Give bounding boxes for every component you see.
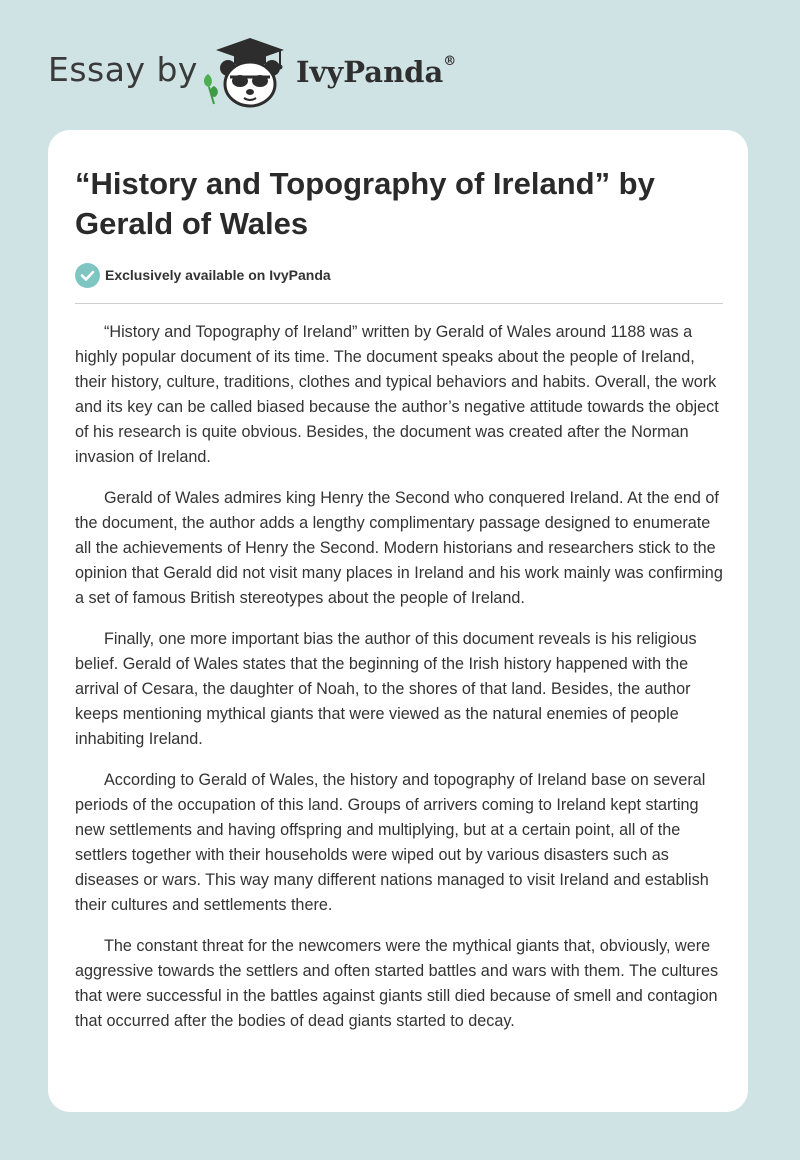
essay-body — [75, 320, 725, 1050]
essay-title: “History and Topography of Ireland” by Gerald of Wales — [75, 166, 655, 241]
essay-paragraph: Gerald of Wales admires king Henry the Second who conquered Ireland. At the end of the document, the author adds a lengthy complimentary passage designed to enumerate all the achievements of Henry the Second. Modern historians and researchers stick to the opinion that Gerald did not visit many places in Ireland and his work mainly was confirming a set of famous British stereotypes about the people of Ireland. — [75, 489, 723, 607]
essay-paragraph: The constant threat for the newcomers were the mythical giants that, obviously, were aggressive towards the settlers and often started battles and wars with them. The cultures that were successful in the battles against giants still died because of smell and contagion that occurred after the bodies of dead giants started to decay. — [75, 937, 719, 1030]
title-divider — [75, 303, 723, 304]
essay-paragraph: According to Gerald of Wales, the history and topography of Ireland base on several periods of the occupation of this land. Groups of arrivers coming to Ireland kept starting new settlements and having offspring and multiplying, but at a certain point, all of the settlers together with their households were wiped out by various disasters such as diseases or wars. This way many different nations managed to visit Ireland and establish their cultures and settlements there. — [75, 771, 709, 914]
ivypanda-logo[interactable] — [200, 34, 300, 112]
site-header — [0, 0, 800, 130]
panda-graduate-logo-icon — [200, 34, 300, 112]
exclusive-badge-label: Exclusively available on IvyPanda — [105, 267, 331, 283]
essay-by-label: Essay by — [48, 50, 198, 89]
essay-card — [48, 130, 748, 1112]
essay-paragraph: Finally, one more important bias the author of this document reveals is his religious belief. Gerald of Wales states that the beginning of the Irish history happened with the arrival of Cesara, the daughter of Noah, to the shores of that land. Besides, the author keeps mentioning mythical giants that were viewed as the natural enemies of people inhabiting Ireland. — [75, 630, 697, 748]
essay-paragraph: “History and Topography of Ireland” written by Gerald of Wales around 1188 was a highly popular document of its time. The document speaks about the people of Ireland, their history, culture, traditions, clothes and typical behaviors and habits. Overall, the work and its key can be called biased because the author’s negative attitude towards the object of his research is quite obvious. Besides, the document was created after the Norman invasion of Ireland. — [75, 323, 719, 466]
brand-name[interactable] — [296, 55, 456, 89]
checkmark-circle-icon — [75, 263, 100, 288]
brand-text: IvyPanda — [296, 55, 444, 89]
trademark-symbol: ® — [443, 54, 457, 70]
ivy-leaf-icon — [204, 74, 218, 104]
